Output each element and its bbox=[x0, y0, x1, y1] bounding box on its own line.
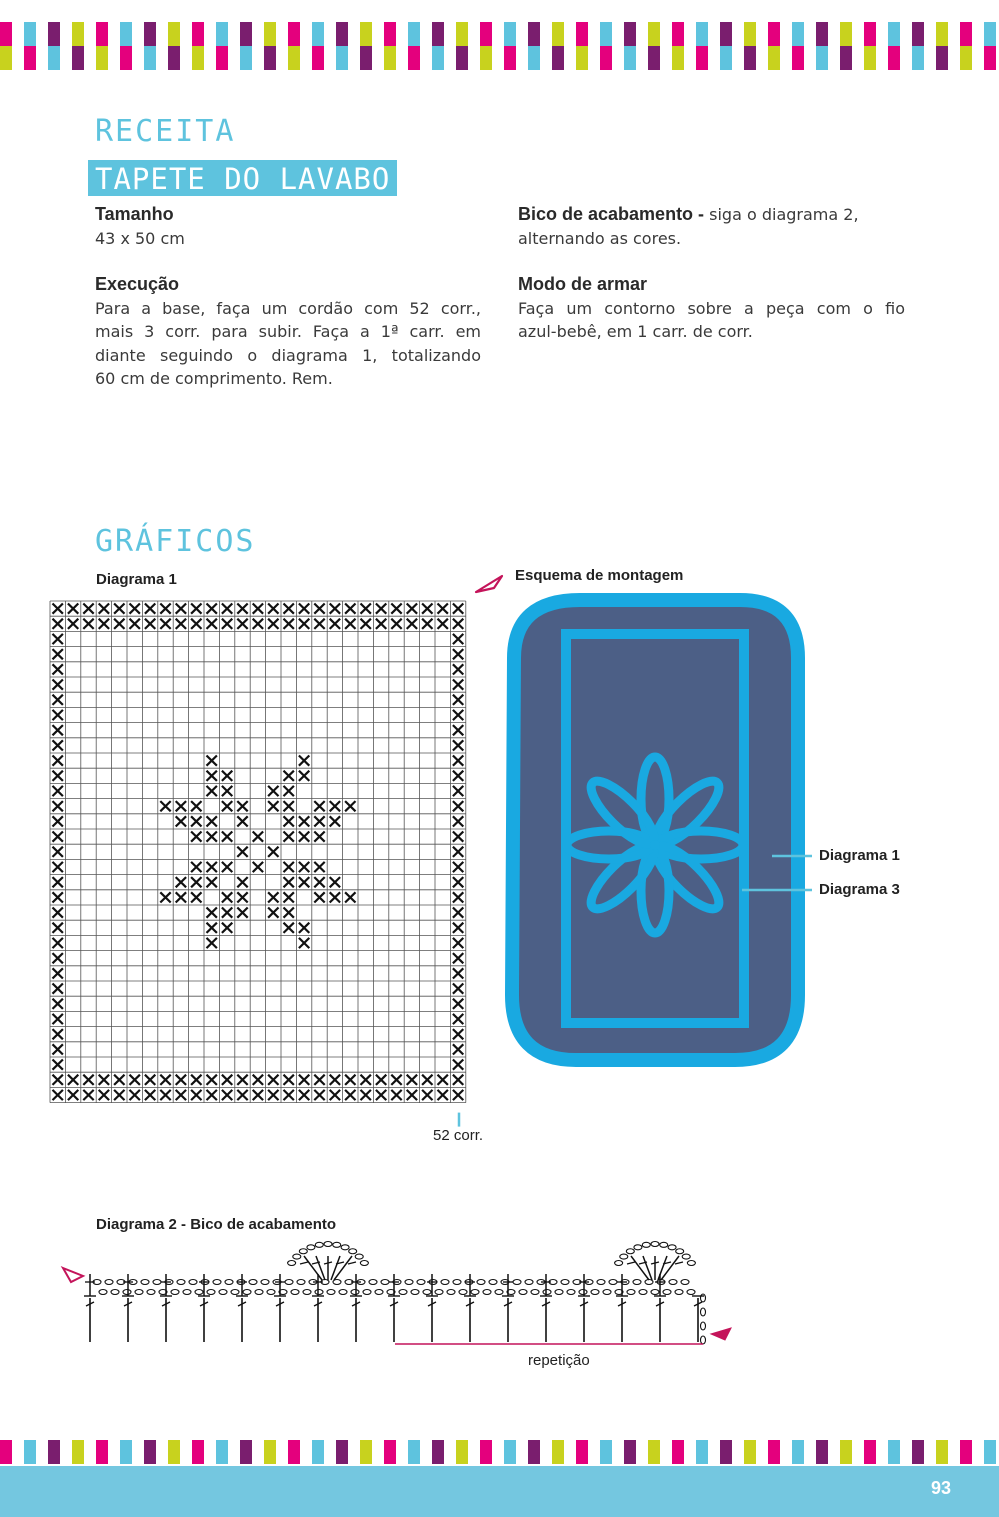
edge-paragraph bbox=[518, 203, 905, 227]
diagram2-label: Diagrama 2 - Bico de acabamento bbox=[96, 1216, 337, 1233]
scheme-label: Esquema de montagem bbox=[515, 567, 684, 584]
assembly-line: azul-bebê, em 1 carr. de corr. bbox=[518, 322, 753, 341]
diagram1-label: Diagrama 1 bbox=[96, 571, 177, 588]
execution-line: diante seguindo o diagrama 1, totalizando bbox=[95, 345, 481, 365]
diagram1-foundation-label: 52 corr. bbox=[433, 1127, 484, 1144]
assembly-scheme bbox=[500, 590, 820, 1070]
right-text-column bbox=[518, 203, 905, 344]
footer-band bbox=[0, 1466, 999, 1517]
edge-heading: Bico de acabamento - bbox=[518, 204, 705, 224]
section-label-graficos: GRÁFICOS bbox=[95, 524, 256, 559]
top-checkered-border bbox=[0, 22, 999, 70]
section-label-receita: RECEITA bbox=[95, 114, 236, 149]
recipe-title: TAPETE DO LAVABO bbox=[88, 160, 397, 196]
callout-lines bbox=[740, 848, 820, 898]
repeat-label: repetição bbox=[528, 1352, 590, 1369]
execution-line: mais 3 corr. para subir. Faça a 1ª carr. em bbox=[95, 322, 481, 341]
edge-text: siga o diagrama 2, bbox=[704, 205, 859, 224]
assembly-heading: Modo de armar bbox=[518, 274, 648, 294]
execution-line: 60 cm de comprimento. Rem. bbox=[95, 369, 333, 388]
size-heading: Tamanho bbox=[95, 204, 174, 224]
left-text-column bbox=[95, 203, 481, 391]
callout-diagram3: Diagrama 3 bbox=[819, 881, 900, 898]
diagram1-filet-grid bbox=[50, 601, 470, 1121]
execution-heading: Execução bbox=[95, 274, 180, 294]
diagram2-edge-chart bbox=[55, 1240, 745, 1370]
page-number: 93 bbox=[930, 1478, 951, 1498]
callout-diagram1: Diagrama 1 bbox=[819, 847, 900, 864]
execution-line: Para a base, faça um cordão com 52 corr., bbox=[95, 298, 481, 318]
edge-text-line: alternando as cores. bbox=[518, 228, 682, 248]
size-value: 43 x 50 cm bbox=[95, 228, 185, 248]
assembly-line: Faça um contorno sobre a peça com o fio bbox=[518, 298, 905, 318]
